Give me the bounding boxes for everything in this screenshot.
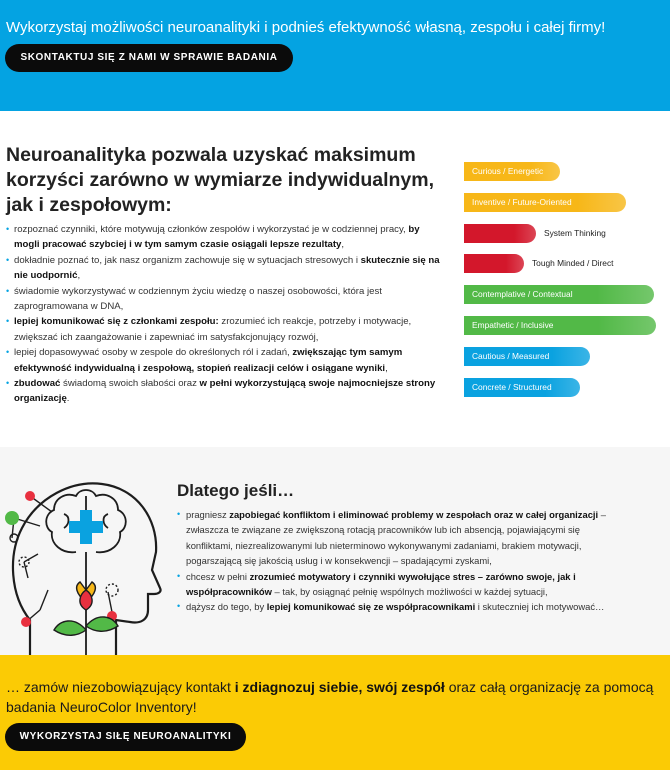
trait-bar — [464, 316, 656, 335]
item-bold: zbudować — [14, 378, 61, 390]
cta-text-part: … zamów niezobowiązujący kontakt — [6, 679, 235, 695]
why-title: Dlatego jeśli… — [177, 481, 295, 500]
item-text: zrozumieć ich reakcje, potrzeby i motywacje, zwiększać ich zaangażowanie i zapewniać im satysfakcjonujący rozwój, — [14, 316, 412, 343]
item-bold: lepiej komunikować się z członkami zespołu: — [14, 316, 219, 328]
item-bold: zapobiegać konfliktom i eliminować problemy w zespołach oraz w całej organizacji — [229, 509, 599, 520]
use-neuroanalytics-button[interactable]: WYKORZYSTAJ SIŁĘ NEUROANALITYKI — [5, 723, 246, 751]
item-bold: skutecznie się na nie uodpornić — [14, 254, 440, 282]
item-text: dążysz do tego, by — [186, 601, 267, 613]
item-text: , — [385, 362, 388, 374]
item-bold: lepiej komunikować się ze współpracownikami — [266, 601, 476, 613]
trait-bar — [464, 347, 590, 366]
trait-label: Concrete / Structured — [472, 381, 552, 392]
list-item — [177, 569, 607, 600]
trait-bar — [464, 254, 524, 273]
item-text: chcesz w pełni — [186, 570, 250, 582]
trait-label: System Thinking — [544, 227, 606, 238]
item-text: . — [66, 393, 70, 405]
benefits-headline: Neuroanalityka pozwala uzyskać maksimum korzyści zarówno w wymiarze indywidualnym, jak i zespołowym: — [6, 144, 435, 216]
list-item — [6, 345, 446, 376]
item-text: pragniesz — [186, 509, 230, 520]
trait-label: Tough Minded / Direct — [532, 258, 614, 269]
benefits-list — [6, 222, 446, 407]
item-text: dokładnie poznać to, jak nasz organizm zachowuje się w sytuacjach stresowych i — [14, 254, 361, 266]
list-item — [6, 253, 446, 284]
trait-bar — [464, 378, 580, 397]
list-item — [177, 507, 607, 569]
list-item — [6, 222, 446, 253]
item-text: – zwłaszcza te związane ze zwiększoną rotacją pracowników lub ich absencją, pojawiającymi się konfliktami, niezrealizowanymi lub nieterminowo wykonywanymi zadaniami, brakiem motywacji, pogarszającą się jakością usług i w konsekwencji – spadającymi zyskami, — [186, 509, 606, 567]
trait-bar — [464, 162, 560, 181]
trait-label: Contemplative / Contextual — [472, 289, 573, 300]
trait-label: Inventive / Future-Oriented — [472, 196, 572, 207]
trait-bar — [464, 285, 654, 304]
list-item — [6, 314, 446, 345]
brain-head-icon — [0, 470, 165, 655]
item-bold: by mogli pracować szybciej i w tym samym czasie osiągali lepsze rezultaty — [14, 224, 420, 251]
item-bold: zrozumieć motywatory i czynniki wywołujące stres – zarówno swoje, jak i współpracowników — [186, 570, 576, 598]
item-text: rozpoznać czynniki, które motywują członków zespołów i wykorzystać je w codziennej pracy, — [14, 224, 409, 235]
item-text: , — [77, 270, 81, 282]
top-banner-text: Wykorzystaj możliwości neuroanalityki i podnieś efektywność własną, zespołu i całej firmy! — [6, 19, 606, 36]
why-list — [177, 507, 607, 615]
item-text: świadomą swoich słabości oraz — [60, 378, 200, 390]
trait-label: Curious / Energetic — [472, 166, 544, 176]
cta-text-bold: i zdiagnozuj siebie, swój zespół — [234, 679, 445, 695]
item-text: świadomie wykorzystywać w codziennym życiu wiedzę o naszej osobowości, która jest zaprogramowana w DNA, — [14, 285, 382, 313]
item-text: – tak, by osiągnąć pełnię wspólnych możliwości w każdej sytuacji, — [271, 586, 548, 598]
cta-text-part: oraz całą organizację za pomocą badania NeuroColor Inventory! — [6, 679, 654, 715]
cta-text — [6, 677, 666, 717]
list-item — [177, 599, 607, 614]
trait-bar — [464, 224, 536, 243]
list-item — [6, 284, 446, 315]
trait-bar — [464, 193, 626, 212]
item-text: i skuteczniej ich motywować… — [475, 601, 605, 613]
contact-button[interactable]: SKONTAKTUJ SIĘ Z NAMI W SPRAWIE BADANIA — [5, 44, 293, 72]
item-text: lepiej dopasowywać osoby w zespole do określonych ról i zadań, — [14, 347, 293, 359]
trait-label: Empathetic / Inclusive — [472, 320, 554, 330]
item-text: , — [341, 239, 345, 251]
item-bold: w pełni wykorzystującą swoje najmocniejsze strony organizację — [14, 378, 436, 405]
item-bold: zwiększając tym samym efektywność indywidualną i zespołową, stopień realizacji celów i osiągane wyniki — [14, 347, 403, 374]
list-item — [6, 376, 446, 407]
trait-label: Cautious / Measured — [472, 350, 550, 361]
